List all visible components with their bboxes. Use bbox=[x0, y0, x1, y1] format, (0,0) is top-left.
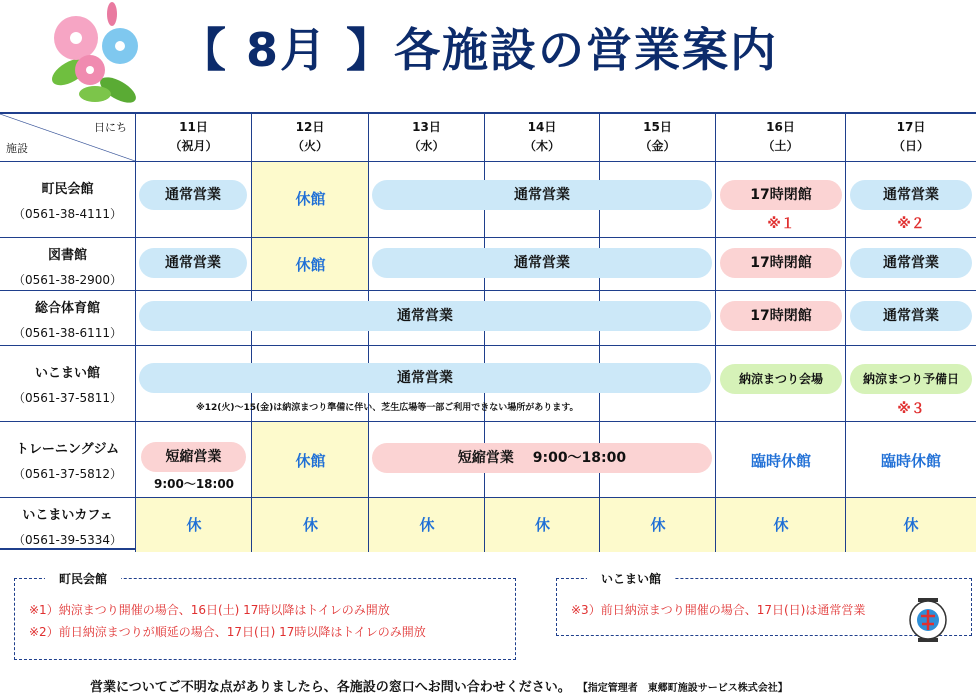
status-normal: 通常営業 bbox=[139, 301, 711, 331]
footer-text: 営業についてご不明な点がありましたら、各施設の窓口へお問い合わせください。 bbox=[90, 680, 571, 695]
status-normal: 通常営業 bbox=[139, 180, 247, 210]
status-rest: 休 bbox=[903, 516, 919, 534]
status-normal: 通常営業 bbox=[850, 301, 972, 331]
notes-town-hall-title: 町民会館 bbox=[45, 570, 121, 587]
day-header-15: 15日 （金） bbox=[600, 114, 716, 162]
note-line: ※3）前日納涼まつり開催の場合、17日(日)は通常営業 bbox=[571, 603, 866, 617]
morning-glory-flower-icon bbox=[40, 2, 150, 110]
facility-gym: 総合体育館 （0561-38-6111） bbox=[0, 291, 136, 346]
day-header-11: 11日 （祝月） bbox=[136, 114, 252, 162]
status-rest: 休 bbox=[186, 516, 202, 534]
notes-ikomai-kan-title: いこまい館 bbox=[587, 570, 675, 587]
day-header-16: 16日 （土） bbox=[716, 114, 846, 162]
status-normal: 通常営業 bbox=[139, 363, 711, 393]
status-rest: 休 bbox=[302, 516, 318, 534]
status-rest: 休 bbox=[419, 516, 435, 534]
status-closed: 休館 bbox=[295, 452, 326, 470]
status-close-17: 17時閉館 bbox=[720, 248, 842, 278]
status-close-17: 17時閉館 bbox=[720, 180, 842, 210]
corner-facility-label: 施設 bbox=[6, 142, 28, 155]
page-title: 【 8月 】各施設の営業案内 bbox=[180, 23, 779, 77]
status-normal: 通常営業 bbox=[850, 248, 972, 278]
status-normal: 通常営業 bbox=[850, 180, 972, 210]
day-header-13: 13日 （水） bbox=[369, 114, 485, 162]
note-mark-1: ※１ bbox=[767, 216, 795, 232]
status-short-hours: 短縮営業 9:00～18:00 bbox=[372, 443, 712, 473]
table-corner bbox=[0, 114, 136, 162]
footer bbox=[90, 676, 788, 695]
note-line: ※1）納涼まつり開催の場合、16日(土) 17時以降はトイレのみ開放 bbox=[29, 603, 390, 617]
facility-ikomai-kan: いこまい館 （0561-37-5811） bbox=[0, 346, 136, 422]
status-short: 短縮営業 bbox=[141, 442, 246, 472]
matsuri-lantern-icon bbox=[904, 596, 952, 644]
footer-org: 【指定管理者 東郷町施設サービス株式会社】 bbox=[582, 683, 788, 694]
status-festival-reserve: 納涼まつり予備日 bbox=[850, 364, 972, 394]
facility-ikomai-cafe: いこまいカフェ （0561-39-5334） bbox=[0, 498, 136, 552]
status-rest: 休 bbox=[650, 516, 666, 534]
facility-town-hall: 町民会館 （0561-38-4111） bbox=[0, 162, 136, 238]
note-mark-3: ※３ bbox=[897, 401, 925, 417]
status-normal: 通常営業 bbox=[372, 180, 712, 210]
note-line: ※2）前日納涼まつりが順延の場合、17日(日) 17時以降はトイレのみ開放 bbox=[29, 625, 426, 639]
day-header-12: 12日 （火） bbox=[252, 114, 369, 162]
short-hours: 9:00～18:00 bbox=[153, 477, 235, 491]
status-festival-venue: 納涼まつり会場 bbox=[720, 364, 842, 394]
status-rest: 休 bbox=[534, 516, 550, 534]
status-normal: 通常営業 bbox=[372, 248, 712, 278]
status-closed: 休館 bbox=[295, 190, 326, 208]
status-rest: 休 bbox=[773, 516, 789, 534]
status-temporary-closed: 臨時休館 bbox=[750, 452, 811, 470]
status-normal: 通常営業 bbox=[139, 248, 247, 278]
day-header-14: 14日 （木） bbox=[485, 114, 600, 162]
status-temporary-closed: 臨時休館 bbox=[880, 452, 941, 470]
note-mark-2: ※２ bbox=[897, 216, 925, 232]
status-close-17: 17時閉館 bbox=[720, 301, 842, 331]
ikomai-note: ※12(火)～15(金)は納涼まつり準備に伴い、芝生広場等一部ご利用できない場所があります。 bbox=[196, 403, 579, 413]
notes-town-hall bbox=[14, 572, 516, 660]
corner-date-label: 日にち bbox=[94, 121, 127, 134]
facility-library: 図書館 （0561-38-2900） bbox=[0, 238, 136, 291]
day-header-17: 17日 （日） bbox=[846, 114, 976, 162]
status-closed: 休館 bbox=[295, 256, 326, 274]
facility-training-gym: トレーニングジム （0561-37-5812） bbox=[0, 422, 136, 498]
